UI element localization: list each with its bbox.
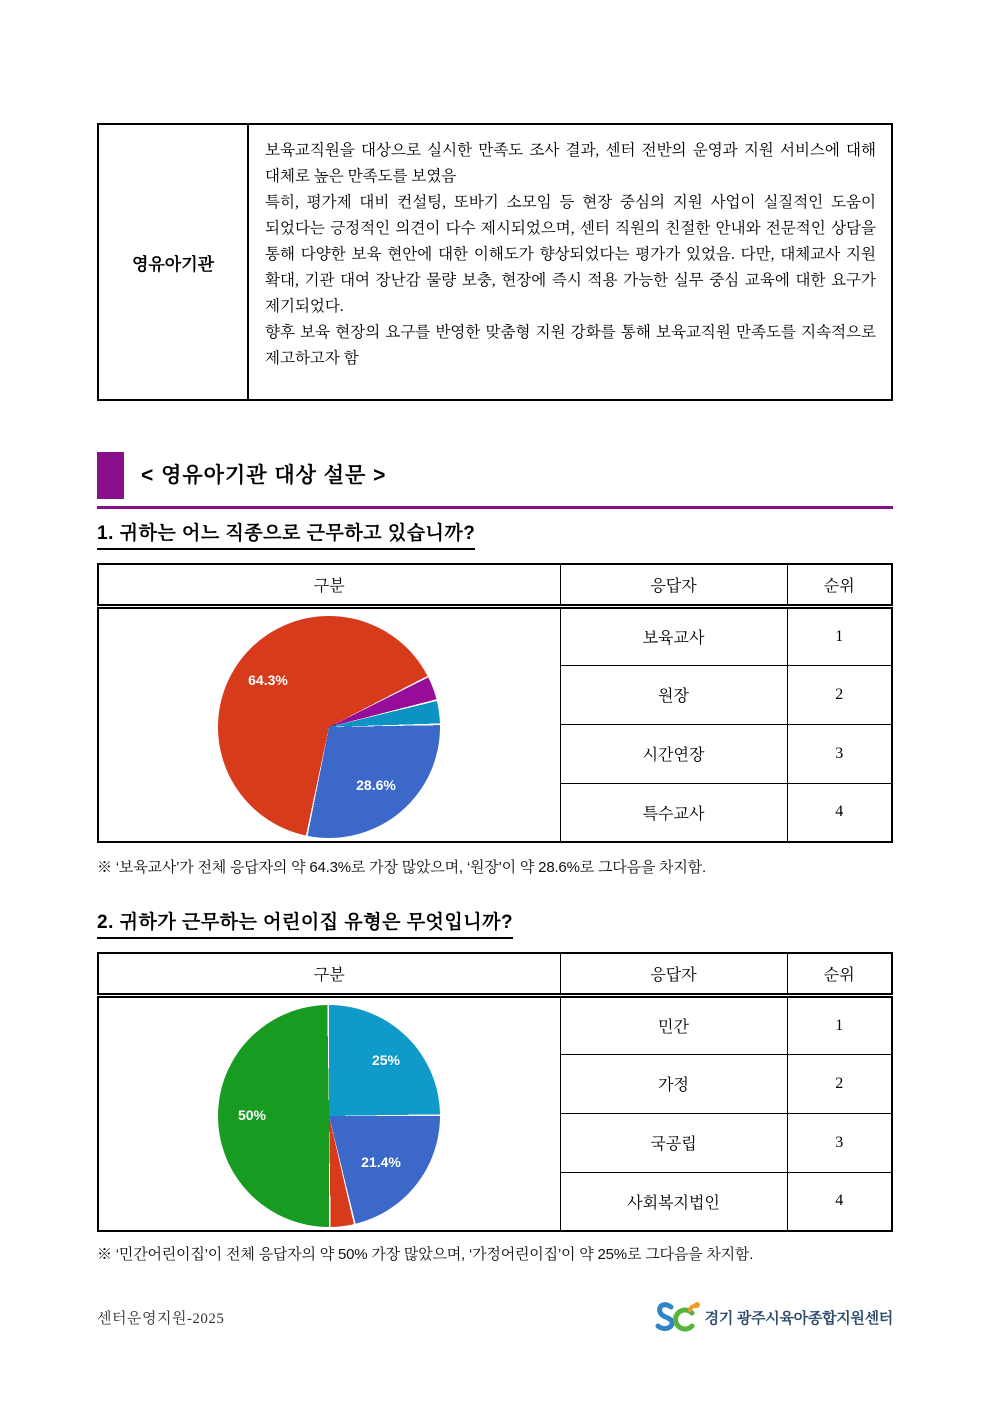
- column-header-rank: 순위: [787, 564, 892, 606]
- pie-percentage-label: 28.6%: [356, 776, 396, 793]
- pie-chart-occupation: [218, 616, 440, 838]
- table-header-row: [98, 564, 892, 606]
- respondent-cell: 국공립: [560, 1113, 787, 1172]
- respondent-cell: 시간연장: [560, 724, 787, 783]
- summary-paragraph: 보육교직원을 대상으로 실시한 만족도 조사 결과, 센터 전반의 운영과 지원 서비스에 대해 대체로 높은 만족도를 보였음: [265, 142, 876, 185]
- summary-table: [97, 123, 893, 401]
- question-2-title: 2. 귀하가 근무하는 어린이집 유형은 무엇입니까?: [97, 907, 513, 939]
- respondent-cell: 가정: [560, 1054, 787, 1113]
- respondent-cell: 보육교사: [560, 606, 787, 665]
- question-1-note: ※ ‘보육교사’가 전체 응답자의 약 64.3%로 가장 많았으며, ‘원장’이 약 28.6%로 그다음을 차지함.: [97, 859, 706, 876]
- pie-percentage-label: 64.3%: [248, 671, 288, 688]
- respondent-cell: 사회복지법인: [560, 1172, 787, 1231]
- question-1-title: 1. 귀하는 어느 직종으로 근무하고 있습니까?: [97, 518, 475, 550]
- respondent-cell: 민간: [560, 995, 787, 1054]
- rank-cell: 2: [787, 665, 892, 724]
- question-1-table: [97, 563, 893, 843]
- question-2-note: ※ ‘민간어린이집’이 전체 응답자의 약 50% 가장 많았으며, ‘가정어린이집’이 약 25%로 그다음을 차지함.: [97, 1246, 754, 1263]
- rank-cell: 4: [787, 783, 892, 842]
- pie-percentage-label: 50%: [237, 1106, 267, 1123]
- respondent-cell: 원장: [560, 665, 787, 724]
- respondent-cell: 특수교사: [560, 783, 787, 842]
- pie-percentage-label: 25%: [371, 1051, 401, 1068]
- column-header-category: 구분: [98, 953, 560, 995]
- chart-cell: [98, 995, 560, 1231]
- chart-cell: [98, 606, 560, 842]
- table-row: [98, 995, 892, 1054]
- summary-paragraph: 특히, 평가제 대비 컨설팅, 또바기 소모임 등 현장 중심의 지원 사업이 실질적인 도움이 되었다는 긍정적인 의견이 다수 제시되었으며, 센터 직원의 친절한 안내와 전문적인 상담을 통해 다양한 보육 현안에 대한 이해도가 향상되었다는 평가가 있었음. 다만, 대체교사 지원 확대, 기관 대여 장난감 물량 보충, 현장에 즉시 적용 가능한 실무 중심 교육에 대한 요구가 제기되었다.: [265, 194, 876, 315]
- column-header-category: 구분: [98, 564, 560, 606]
- column-header-respondent: 응답자: [560, 564, 787, 606]
- rank-cell: 2: [787, 1054, 892, 1113]
- section-title: < 영유아기관 대상 설문 >: [141, 464, 387, 487]
- summary-text: [249, 125, 891, 399]
- pie-chart-daycare-type: [218, 1005, 440, 1227]
- rank-cell: 1: [787, 995, 892, 1054]
- rank-cell: 1: [787, 606, 892, 665]
- column-header-respondent: 응답자: [560, 953, 787, 995]
- question-2-table: [97, 952, 893, 1232]
- footer-logo: [654, 1301, 893, 1333]
- rank-cell: 4: [787, 1172, 892, 1231]
- section-accent-block: [97, 452, 124, 499]
- column-header-rank: 순위: [787, 953, 892, 995]
- pie-percentage-label: 21.4%: [361, 1153, 401, 1170]
- rank-cell: 3: [787, 724, 892, 783]
- footer-document-code: 센터운영지원-2025: [97, 1311, 225, 1327]
- summary-row-label: 영유아기관: [99, 125, 249, 399]
- rank-cell: 3: [787, 1113, 892, 1172]
- table-row: [98, 606, 892, 665]
- center-logo-icon: [654, 1301, 700, 1333]
- section-divider: [97, 506, 893, 509]
- footer-center-name: 경기 광주시육아종합지원센터: [704, 1309, 893, 1327]
- summary-paragraph: 향후 보육 현장의 요구를 반영한 맞춤형 지원 강화를 통해 보육교직원 만족도를 지속적으로 제고하고자 함: [265, 324, 876, 367]
- table-header-row: [98, 953, 892, 995]
